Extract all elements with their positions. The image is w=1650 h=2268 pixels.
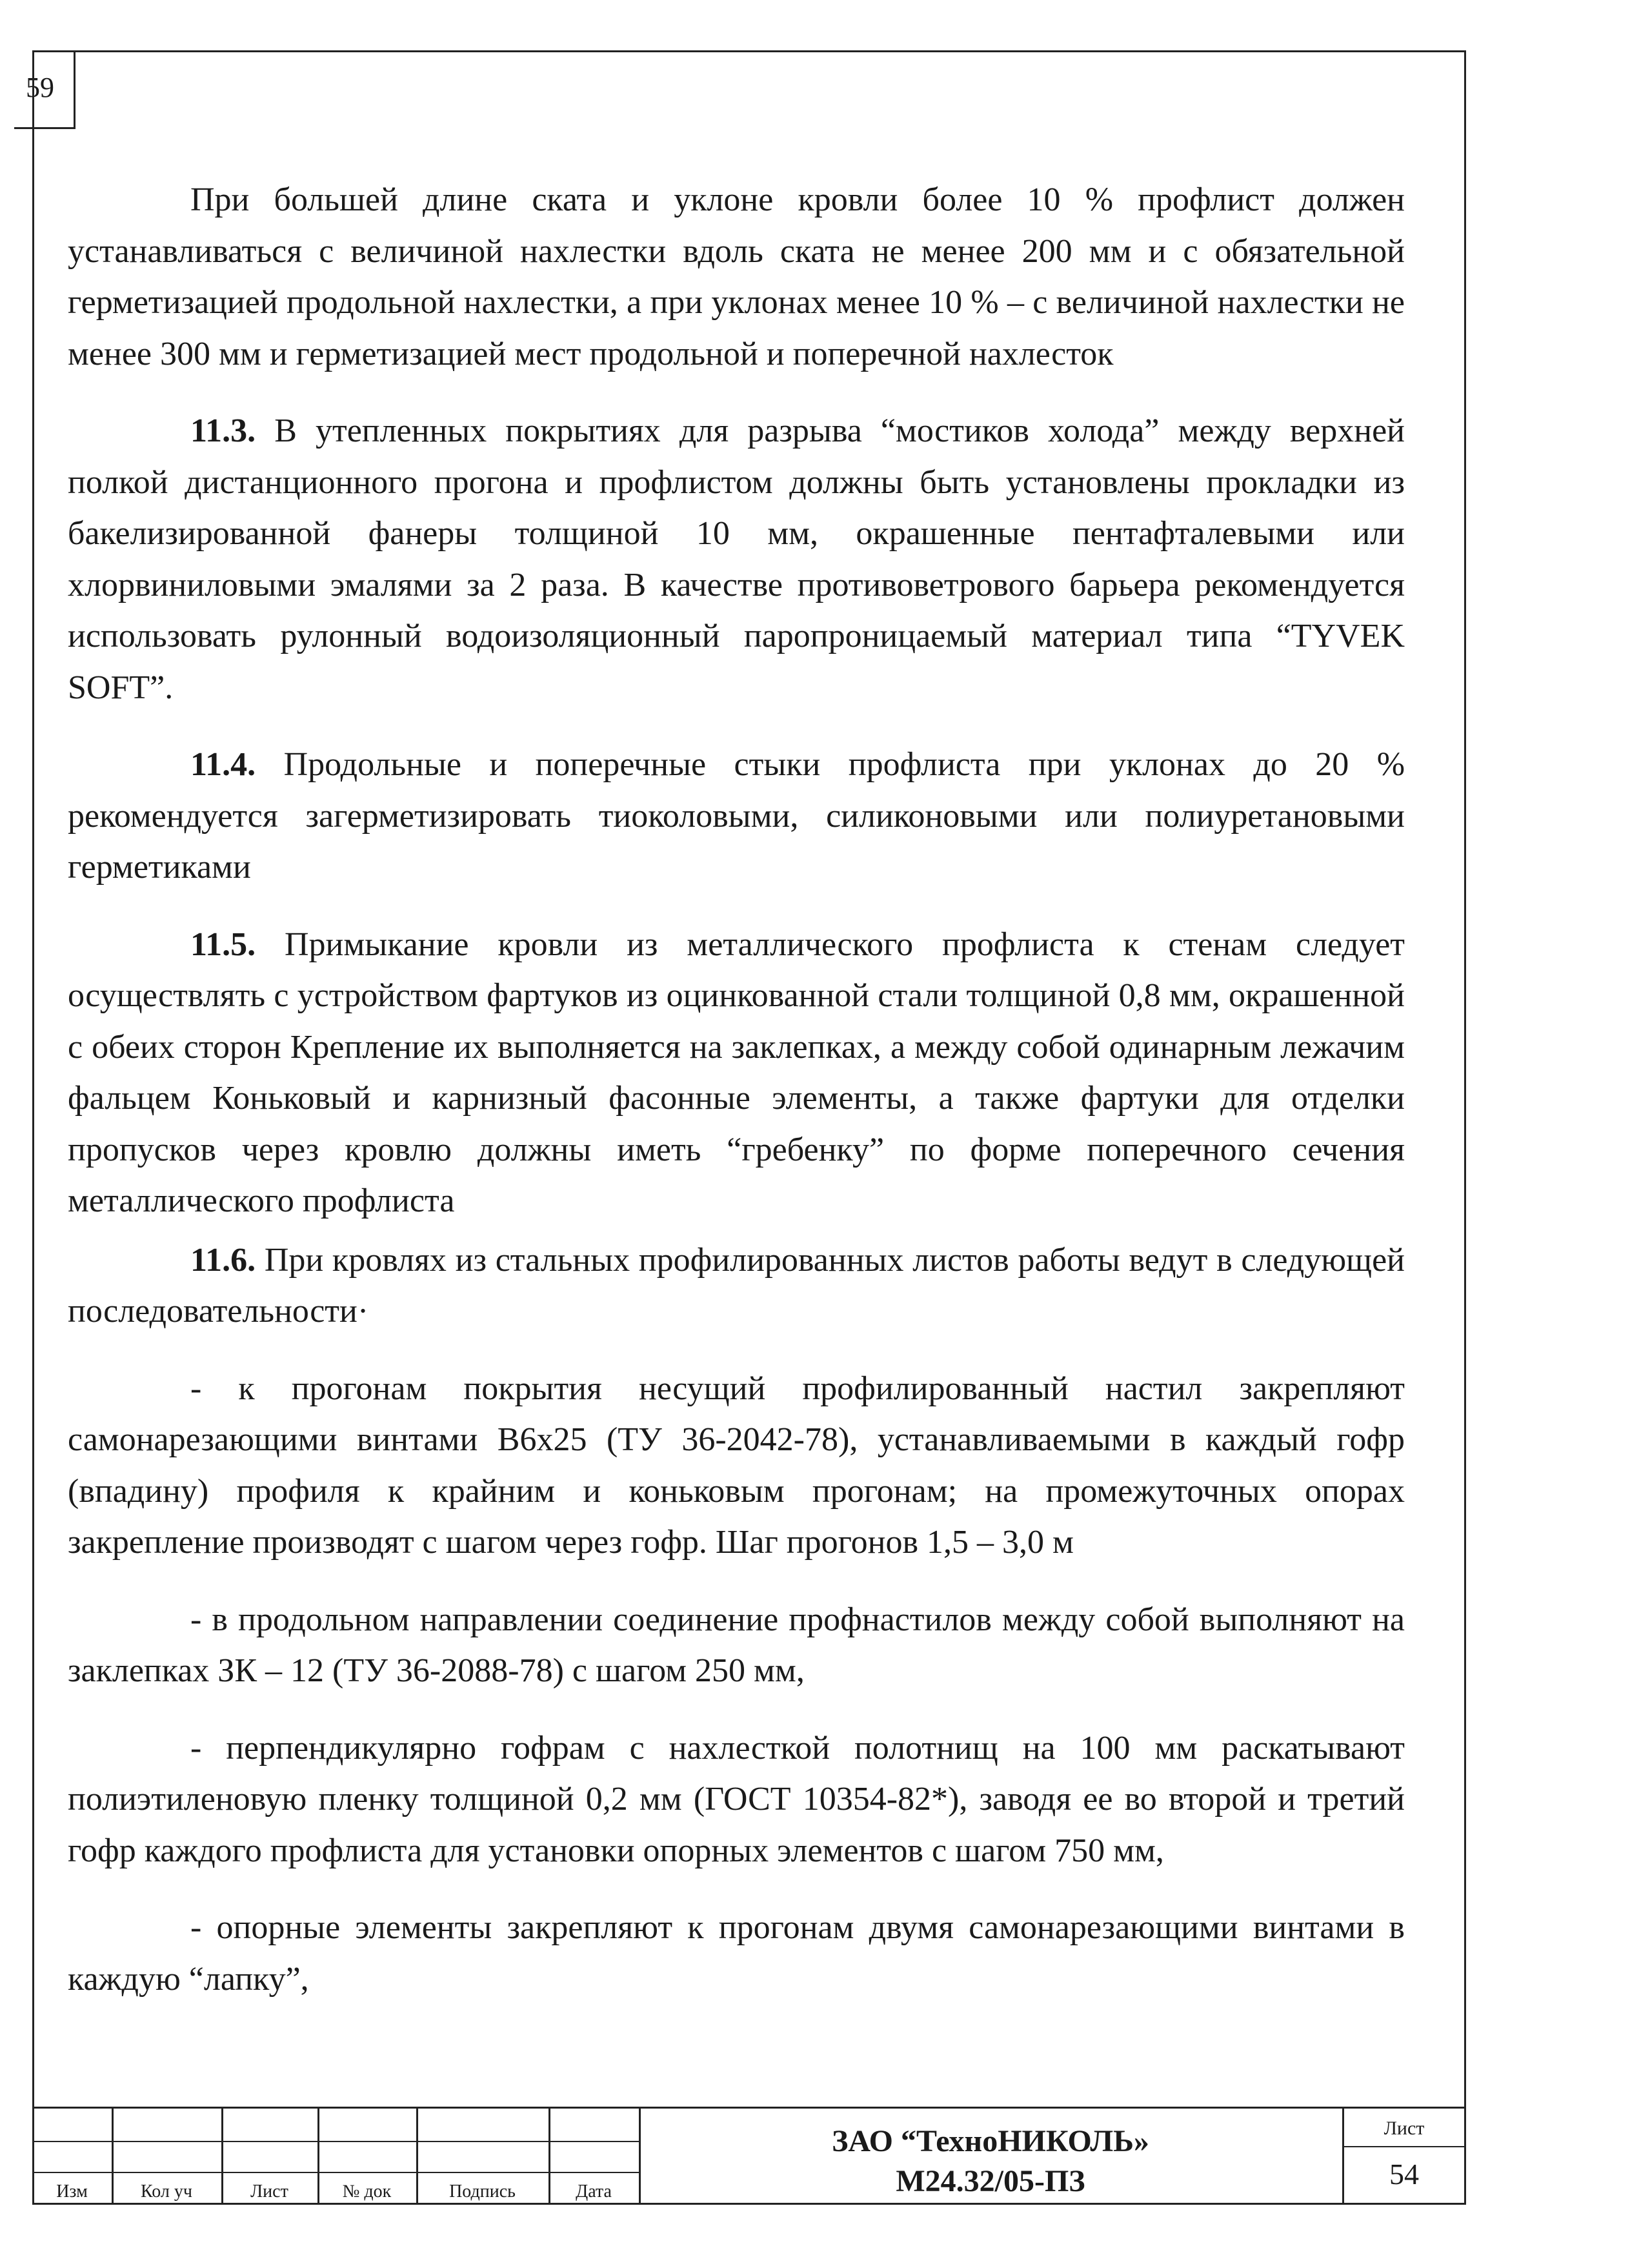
paragraph-number: 11.4. [190, 746, 256, 783]
stamp-row-line [32, 2141, 639, 2142]
document-code: М24.32/05-ПЗ [896, 2164, 1085, 2198]
paragraph-number: 11.6. [190, 1241, 256, 1279]
sheet-number: 54 [1389, 2158, 1419, 2191]
stamp-row-line [1342, 2146, 1466, 2147]
stamp-header-date: Дата [576, 2182, 612, 2202]
list-item-film: - перпендикулярно гофрам с нахлесткой полотнищ на 100 мм раскатывают полиэтиленовую пленку толщиной 0,2 мм (ГОСТ 10354-82*), заводя ее во второй и третий гофр каждого профлиста для установки опорных элементов с шагом 750 мм, [68, 1729, 1405, 1869]
stamp-header-doc-no: № док [342, 2182, 392, 2202]
stamp-row-line [32, 2172, 639, 2173]
stamp-company-block [639, 2121, 1342, 2202]
paragraph-11-3: 11.3. В утепленных покрытиях для разрыва “мостиков холода” между верхней полкой дистанционного прогона и профлистом должны быть установлены прокладки из бакелизированной фанеры толщиной 10 мм, окрашенные пентафталевыми или хлорвиниловыми эмалями за 2 раза. В качестве противоветрового барьера рекомендуется использовать рулонный водоизоляционный паропроницаемый материал типа “TYVEK SOFT”. [68, 412, 1405, 706]
paragraph-11-5: 11.5. Примыкание кровли из металлического профлиста к стенам следует осуществлять с устройством фартуков из оцинкованной стали толщиной 0,8 мм, окрашенной с обеих сторон Крепление их выполняется на заклепках, а между собой одинарным лежачим фальцем Коньковый и карнизный фасонные элементы, а также фартуки для отделки пропусков через кровлю должны иметь “гребенку” по форме поперечного сечения металлического профлиста [68, 926, 1405, 1219]
paragraph-11-6: 11.6. При кровлях из стальных профилированных листов работы ведут в следующей последовательности· [68, 1241, 1405, 1330]
paragraph-slope: При большей длине ската и уклоне кровли более 10 % профлист должен устанавливаться с величиной нахлестки вдоль ската не менее 200 мм и с обязательной герметизацией продольной нахлестки, а при уклонах менее 10 % – с величиной нахлестки не менее 300 мм и герметизацией мест продольной и поперечной нахлесток [68, 181, 1405, 372]
list-item-support: - опорные элементы закрепляют к прогонам двумя самонарезающими винтами в каждую “лапку”, [68, 1909, 1405, 1998]
stamp-header-signature: Подпись [449, 2182, 516, 2202]
stamp-header-kol-uch: Кол уч [141, 2182, 192, 2202]
sheet-label: Лист [1383, 2118, 1425, 2139]
stamp-header-izm: Изм [56, 2182, 88, 2202]
list-item-longitudinal: - в продольном направлении соединение профнастилов между собой выполняют на заклепках ЗК – 12 (ТУ 36-2088-78) с шагом 250 мм, [68, 1601, 1405, 1689]
paragraph-11-4: 11.4. Продольные и поперечные стыки профлиста при уклонах до 20 % рекомендуется загерметизировать тиоколовыми, силиконовыми или полиуретановыми герметиками [68, 746, 1405, 886]
document-body [68, 174, 1405, 2005]
paragraph-number: 11.5. [190, 926, 256, 963]
title-block [32, 2107, 1466, 2205]
stamp-header-list: Лист [250, 2182, 288, 2202]
company-name: ЗАО “ТехноНИКОЛЬ» [832, 2124, 1149, 2158]
list-item-fastening: - к прогонам покрытия несущий профилированный настил закрепляют самонарезающими винтами В6х25 (ТУ 36-2042-78), устанавливаемыми в каждый гофр (впадину) профиля к крайним и коньковым прогонам; на промежуточных опорах закрепление производят с шагом через гофр. Шаг прогонов 1,5 – 3,0 м [68, 1370, 1405, 1561]
paragraph-number: 11.3. [190, 412, 256, 449]
page-corner-number: 59 [26, 72, 54, 103]
